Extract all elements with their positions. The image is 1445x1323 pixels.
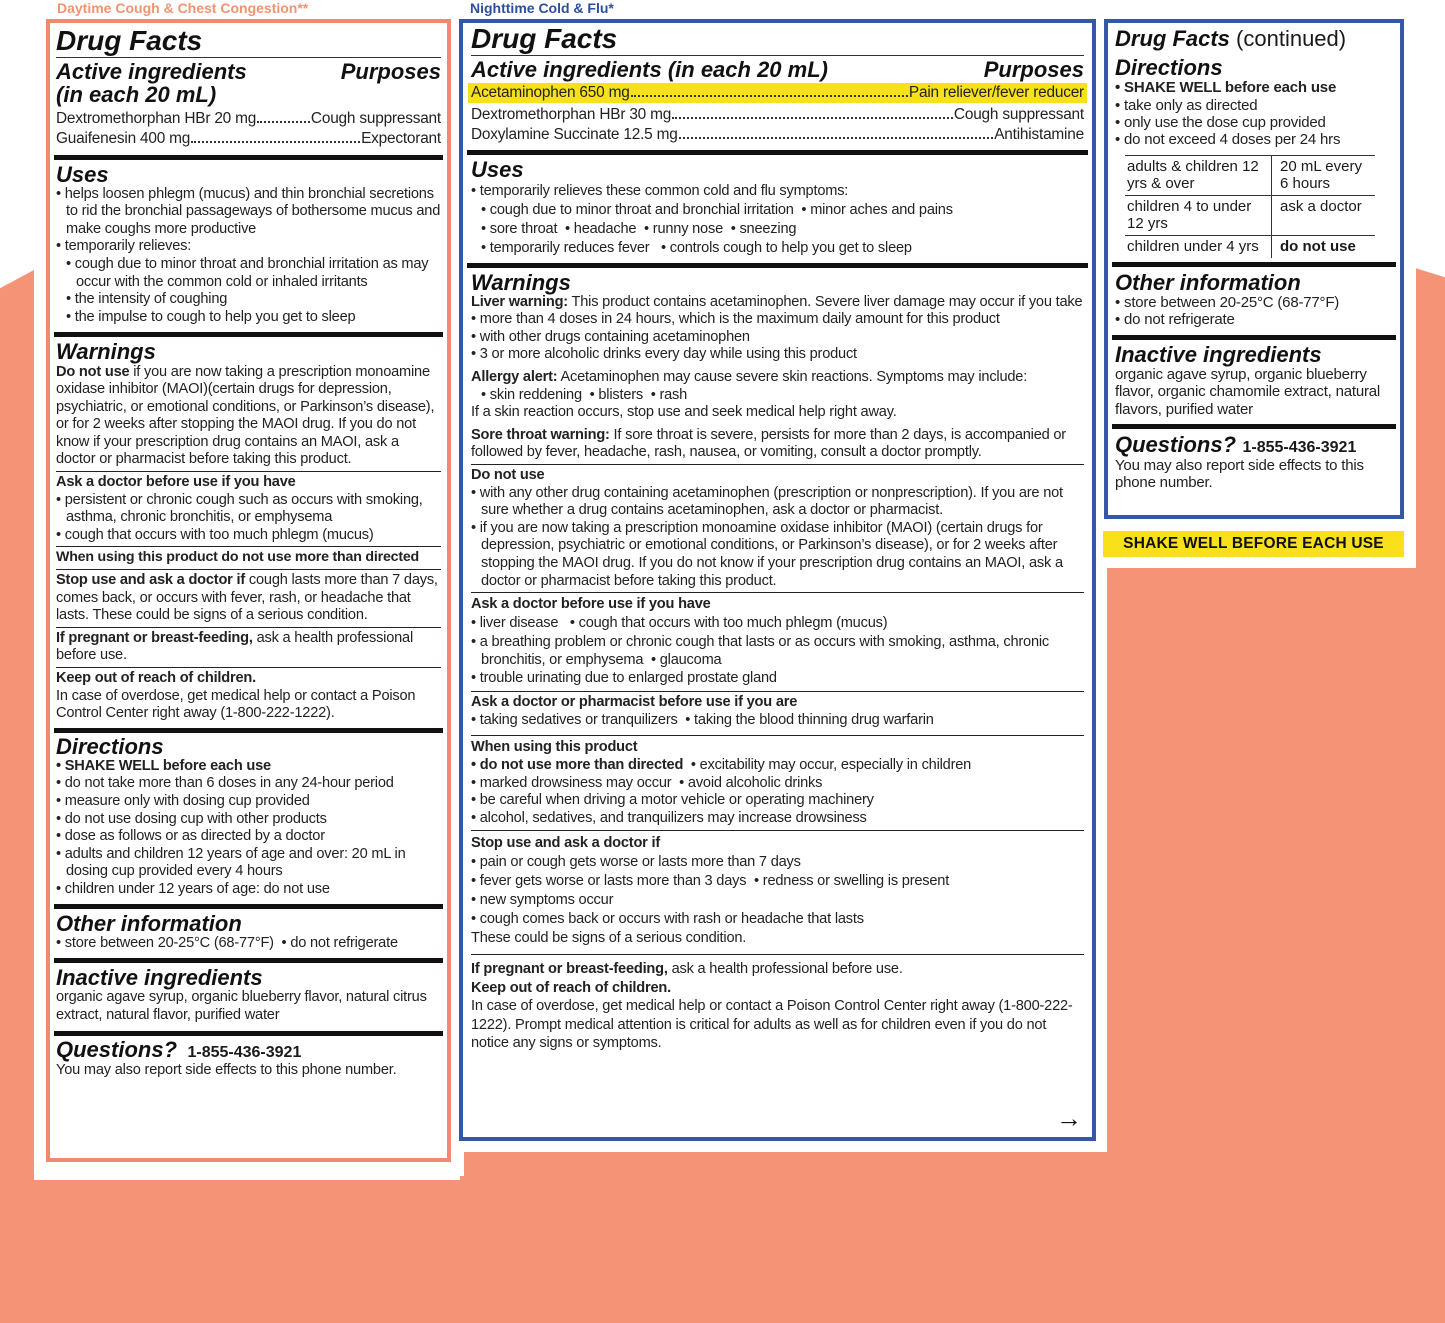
keep-out-warning: Keep out of reach of children. [56, 670, 256, 687]
when-using-header: When using this product [471, 739, 638, 756]
inactive-ingredients-header: Inactive ingredients [56, 965, 263, 991]
uses-item: • temporarily relieves: [56, 238, 192, 255]
liver-warning-item: • 3 or more alcoholic drinks every day while using this product [471, 346, 857, 363]
uses-subitem: • cough due to minor throat and bronchial irritation as may occur with the common cold or inhaled irritants [66, 256, 429, 290]
pregnant-warning: If pregnant or breast-feeding, ask a health professional before use. [471, 961, 903, 978]
ask-doctor-item: • a breathing problem or chronic cough that lasts or as occurs with smoking, asthma, chronic bronchitis, or emphysema • glaucoma [471, 634, 1053, 669]
directions-item: • adults and children 12 years of age and over: 20 mL in dosing cup provided every 4 hours [56, 845, 406, 880]
stop-use-item: • pain or cough gets worse or lasts more than 7 days [471, 854, 801, 871]
ask-doctor-header: Ask a doctor before use if you have [56, 474, 296, 491]
ingredient-row: Doxylamine Succinate 12.5 mg Antihistamine [471, 126, 1084, 144]
questions-header: Questions? [56, 1036, 178, 1062]
stop-use-header: Stop use and ask a doctor if [471, 835, 661, 852]
do-not-use-item: • with any other drug containing acetaminophen (prescription or nonprescription). If you are not sure whether a drug contains acetaminophen, ask a doctor or pharmacist. [471, 484, 1063, 519]
allergy-alert-after: If a skin reaction occurs, stop use and seek medical help right away. [471, 404, 897, 421]
other-information-item: • do not refrigerate [1115, 311, 1235, 329]
dosage-amount: ask a doctor [1272, 195, 1376, 235]
dosage-row [1125, 195, 1375, 235]
overdose-warning: In case of overdose, get medical help or contact a Poison Control Center right away (1-800-222-1222). [56, 687, 416, 722]
active-ingredients-header: Active ingredients (in each 20 mL) [471, 57, 828, 83]
do-not-use-warning: Do not use if you are now taking a prescription monoamine oxidase inhibitor (MAOI)(certain drugs for depression, psychiatric, or emotional conditions, or Parkinson’s disease), or for 2 weeks after stopping the MAOI drug. If you do not know if your prescription drug contains an MAOI, ask a doctor or pharmacist before taking this product. [56, 363, 435, 468]
uses-item: • temporarily relieves these common cold and flu symptoms: [471, 182, 849, 199]
drug-facts-title: Drug Facts [56, 26, 441, 58]
liver-warning-item: • more than 4 doses in 24 hours, which is the maximum daily amount for this product [471, 311, 1000, 328]
stop-use-warning: Stop use and ask a doctor if cough lasts more than 7 days, comes back, or occurs with fever, rash, or headache that lasts. These could be signs of a serious condition. [56, 572, 438, 624]
directions-item: • do not exceed 4 doses per 24 hrs [1115, 131, 1341, 149]
ask-doctor-item: • cough that occurs with too much phlegm (mucus) [56, 526, 374, 543]
pregnant-warning: If pregnant or breast-feeding, ask a health professional before use. [56, 629, 414, 664]
active-ingredients-header: Active ingredients [56, 59, 247, 85]
directions-item: • measure only with dosing cup provided [56, 793, 310, 810]
shake-well-banner: SHAKE WELL BEFORE EACH USE [1103, 531, 1404, 557]
ingredient-row: Dextromethorphan HBr 20 mg Cough suppressant [56, 109, 441, 127]
uses-subitem: • sore throat • headache • runny nose • sneezing [481, 220, 797, 237]
active-ingredients-subheader: (in each 20 mL) [56, 82, 217, 108]
questions-text: You may also report side effects to this phone number. [56, 1061, 397, 1078]
uses-header: Uses [471, 157, 524, 183]
background-shape [0, 1180, 1445, 1323]
background-shape [1415, 268, 1445, 578]
questions-phone: 1-855-436-3921 [1242, 438, 1357, 456]
ingredient-row: Dextromethorphan HBr 30 mg Cough suppressant [471, 106, 1084, 124]
when-using-item: • marked drowsiness may occur • avoid alcoholic drinks [471, 774, 823, 791]
uses-subitem: • the intensity of coughing [66, 291, 228, 308]
other-information-header: Other information [1115, 269, 1301, 295]
do-not-use-item: • if you are now taking a prescription monoamine oxidase inhibitor (MAOI) (certain drugs for depression, psychiatric or emotional conditions, or Parkinson’s disease), or for 2 weeks after stopping the MAOI drug. If you do not know if your prescription drug contains an MAOI, ask a doctor or pharmacist before taking this product. [471, 519, 1063, 589]
directions-item: • SHAKE WELL before each use [1115, 79, 1337, 97]
ask-pharmacist-items: • taking sedatives or tranquilizers • taking the blood thinning drug warfarin [471, 711, 934, 728]
dosage-table [1125, 155, 1375, 258]
purposes-header: Purposes [983, 57, 1084, 83]
background-shape [0, 270, 34, 1180]
ask-doctor-item: • trouble urinating due to enlarged prostate gland [471, 670, 777, 687]
daytime-product-title: Daytime Cough & Chest Congestion** [57, 0, 309, 16]
ingredient-row: Guaifenesin 400 mg Expectorant [56, 129, 441, 147]
liver-warning-item: • with other drugs containing acetaminophen [471, 328, 750, 345]
arrow-right-icon: → [1056, 1103, 1082, 1133]
background-shape [460, 1152, 1110, 1192]
stop-use-item: • fever gets worse or lasts more than 3 days • redness or swelling is present [471, 873, 950, 890]
dosage-amount: do not use [1272, 235, 1376, 258]
directions-item: • SHAKE WELL before each use [56, 757, 271, 774]
when-using-item: • be careful when driving a motor vehicle or operating machinery [471, 792, 874, 809]
inactive-ingredients-text: organic agave syrup, organic blueberry flavor, organic chamomile extract, natural flavors, purified water [1115, 365, 1381, 418]
background-shape [1100, 568, 1445, 1188]
uses-subitem: • the impulse to cough to help you get to sleep [66, 308, 356, 325]
daytime-drug-facts-label [46, 19, 451, 1162]
dosage-row [1125, 235, 1375, 258]
other-information-header: Other information [56, 910, 242, 936]
continued-drug-facts-label [1104, 19, 1404, 519]
directions-item: • only use the dose cup provided [1115, 113, 1326, 131]
uses-item: • helps loosen phlegm (mucus) and thin bronchial secretions to rid the bronchial passageways of bothersome mucus and make coughs more productive [56, 185, 441, 237]
warnings-header: Warnings [471, 269, 571, 295]
stop-use-item: • cough comes back or occurs with rash or headache that lasts [471, 911, 864, 928]
directions-item: • dose as follows or as directed by a doctor [56, 828, 325, 845]
ask-doctor-header: Ask a doctor before use if you have [471, 596, 711, 613]
when-using-item: • alcohol, sedatives, and tranquilizers may increase drowsiness [471, 809, 867, 826]
drug-facts-title: Drug Facts [1115, 26, 1230, 51]
dosage-row [1125, 155, 1375, 195]
allergy-alert: Allergy alert: Acetaminophen may cause severe skin reactions. Symptoms may include: [471, 369, 1028, 386]
questions-header: Questions? [1115, 431, 1237, 457]
inactive-ingredients-header: Inactive ingredients [1115, 341, 1322, 367]
questions-phone: 1-855-436-3921 [187, 1043, 302, 1061]
ingredient-row-highlighted: Acetaminophen 650 mg Pain reliever/fever reducer [468, 83, 1087, 103]
uses-subitem: • temporarily reduces fever • controls cough to help you get to sleep [481, 239, 912, 256]
overdose-warning: In case of overdose, get medical help or contact a Poison Control Center right away (1-800-222-1222). Prompt medical attention is critical for adults as well as for children even if you do not notice any signs or symptoms. [471, 998, 1073, 1052]
directions-item: • do not use dosing cup with other products [56, 810, 327, 827]
allergy-alert-items: • skin reddening • blisters • rash [481, 386, 688, 403]
continued-label: (continued) [1229, 26, 1347, 51]
when-using-warning: When using this product do not use more than directed [56, 549, 420, 566]
dosage-amount: 20 mL every 6 hours [1272, 155, 1376, 195]
questions-text: You may also report side effects to this phone number. [1115, 456, 1364, 492]
directions-header: Directions [1115, 55, 1223, 80]
keep-out-warning: Keep out of reach of children. [471, 979, 671, 996]
directions-item: • children under 12 years of age: do not use [56, 881, 330, 898]
sore-throat-warning: Sore throat warning: If sore throat is severe, persists for more than 2 days, is accompanied or followed by fever, headache, rash, nausea, or vomiting, consult a doctor promptly. [471, 426, 1066, 461]
nighttime-drug-facts-label [459, 19, 1096, 1141]
ask-doctor-item: • liver disease • cough that occurs with too much phlegm (mucus) [471, 615, 888, 632]
liver-warning: Liver warning: This product contains acetaminophen. Severe liver damage may occur if you take [471, 293, 1083, 310]
uses-subitem: • cough due to minor throat and bronchial irritation • minor aches and pains [481, 201, 953, 218]
nighttime-product-title: Nighttime Cold & Flu* [470, 0, 614, 16]
other-information-item: • store between 20-25°C (68-77°F) [1115, 293, 1340, 311]
stop-use-after: These could be signs of a serious condition. [471, 930, 747, 947]
directions-item: • take only as directed [1115, 96, 1258, 114]
purposes-header: Purposes [340, 59, 441, 85]
ask-pharmacist-header: Ask a doctor or pharmacist before use if you are [471, 694, 798, 711]
dosage-age: children under 4 yrs [1125, 235, 1272, 258]
directions-item: • do not take more than 6 doses in any 24-hour period [56, 775, 394, 792]
stop-use-item: • new symptoms occur [471, 892, 614, 909]
do-not-use-header: Do not use [471, 467, 545, 484]
when-using-item: • do not use more than directed • excitability may occur, especially in children [471, 756, 972, 773]
dosage-age: adults & children 12 yrs & over [1125, 155, 1272, 195]
inactive-ingredients-text: organic agave syrup, organic blueberry flavor, natural citrus extract, natural flavor, purified water [56, 989, 427, 1024]
ask-doctor-item: • persistent or chronic cough such as occurs with smoking, asthma, chronic bronchitis, or emphysema [56, 491, 423, 526]
warnings-header: Warnings [56, 339, 156, 365]
dosage-age: children 4 to under 12 yrs [1125, 195, 1272, 235]
other-information-text: • store between 20-25°C (68-77°F) • do not refrigerate [56, 934, 398, 951]
uses-header: Uses [56, 161, 109, 187]
drug-facts-title: Drug Facts [471, 24, 1084, 56]
directions-header: Directions [56, 733, 164, 759]
